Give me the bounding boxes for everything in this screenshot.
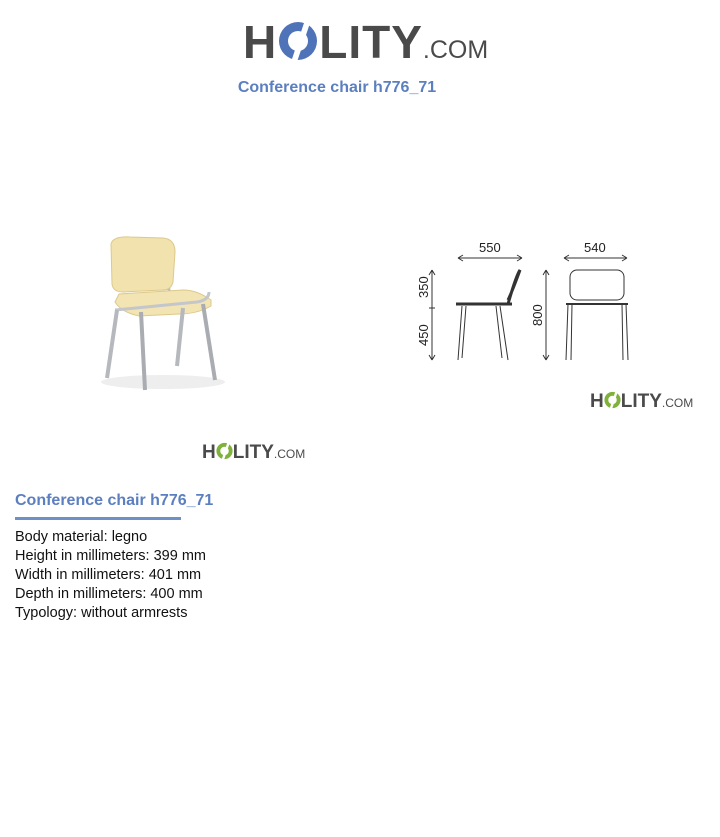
dim-back-height: 350 xyxy=(416,276,431,298)
dimension-drawing-icon xyxy=(412,236,637,366)
logo-suffix: .COM xyxy=(661,396,694,410)
logo-letters-lity: LITY xyxy=(319,16,423,68)
product-heading: Conference chair h776_71 xyxy=(15,492,214,509)
spec-item-width: Width in millimeters: 401 mm xyxy=(15,567,202,583)
dim-width-front: 540 xyxy=(584,240,606,255)
logo-letter-h: H xyxy=(590,391,604,412)
spec-item-body-material: Body material: legno xyxy=(15,529,148,545)
dim-seat-height: 450 xyxy=(416,324,431,346)
logo-letter-h: H xyxy=(243,16,278,68)
page-title: Conference chair h776_71 xyxy=(237,79,437,96)
drawing-watermark-logo xyxy=(590,387,693,415)
chair-photo-icon xyxy=(85,230,235,400)
site-logo[interactable] xyxy=(243,12,488,68)
logo-suffix: .COM xyxy=(273,447,306,461)
spec-item-typology: Typology: without armrests xyxy=(15,605,188,621)
spec-item-depth: Depth in millimeters: 400 mm xyxy=(15,586,203,602)
dim-total-height: 800 xyxy=(530,304,545,326)
logo-o-swirl-icon xyxy=(278,18,318,64)
spec-item-height: Height in millimeters: 399 mm xyxy=(15,548,206,564)
logo-letters-lity: LITY xyxy=(232,442,274,463)
photo-watermark-logo xyxy=(202,438,305,466)
logo-letter-h: H xyxy=(202,442,216,463)
dim-width-side: 550 xyxy=(479,240,501,255)
logo-o-swirl-icon xyxy=(216,441,233,461)
logo-o-swirl-icon xyxy=(604,390,621,410)
logo-letters-lity: LITY xyxy=(620,391,662,412)
logo-suffix: .COM xyxy=(422,36,489,64)
spec-list xyxy=(15,528,206,623)
heading-underline xyxy=(15,517,181,520)
